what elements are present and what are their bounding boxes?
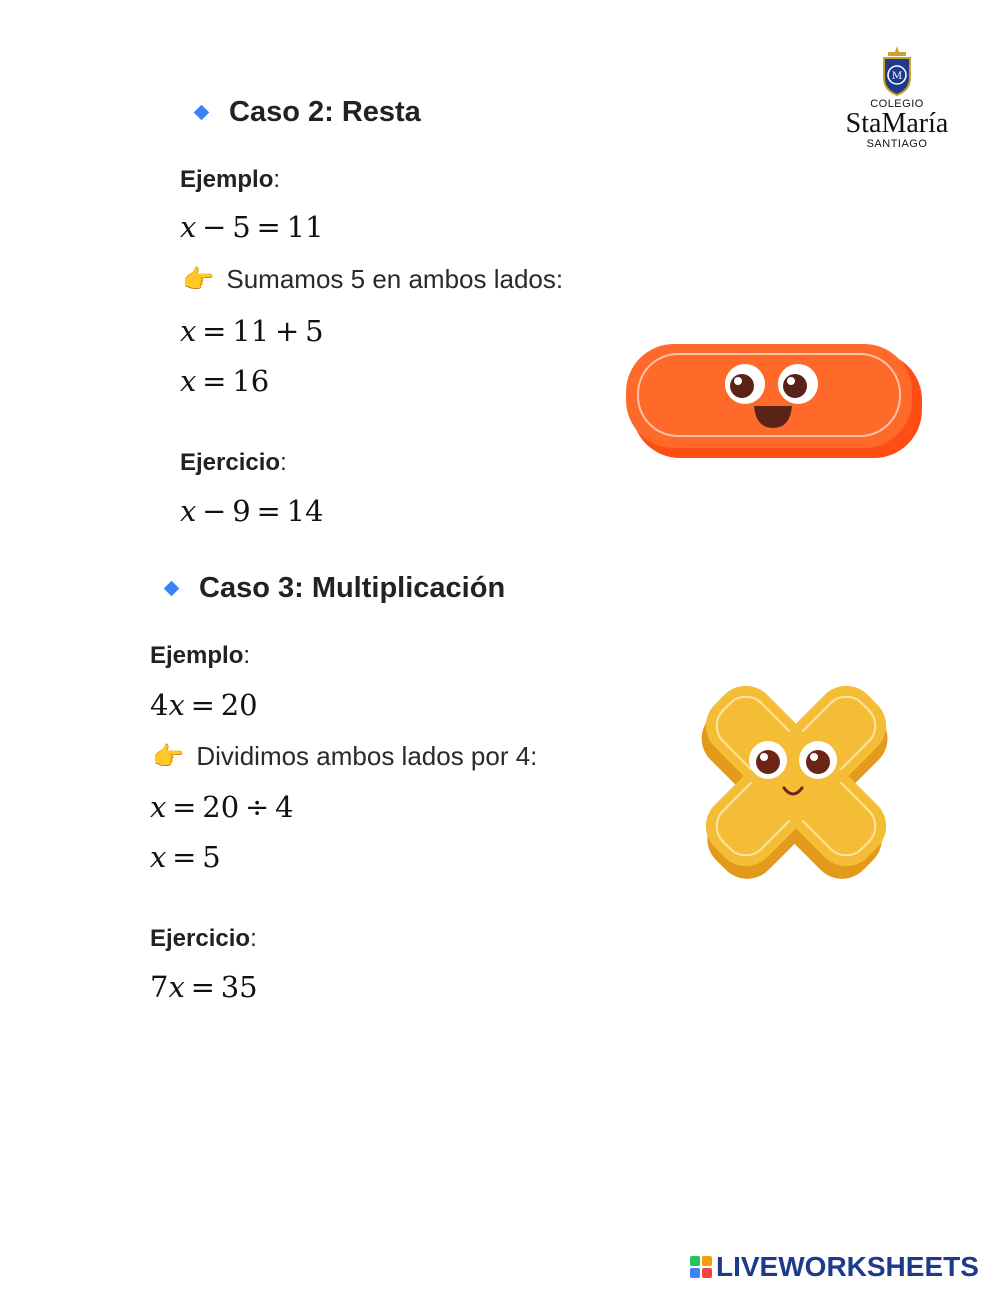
svg-text:M: M	[891, 71, 903, 82]
case2-title: Caso 2: Resta	[229, 96, 421, 128]
case2-heading	[196, 96, 421, 129]
logo-name: StaMaría	[845, 108, 949, 139]
case3-step1: x = 20 ÷ 4	[150, 790, 294, 824]
case2-example-label: Ejemplo:	[180, 166, 281, 193]
case3-example-equation: 4x = 20	[150, 688, 258, 722]
case3-heading	[166, 572, 505, 605]
logo-top-text: COLEGIO	[870, 98, 924, 110]
liveworksheets-logo	[690, 1251, 979, 1283]
case3-exercise-label: Ejercicio:	[150, 925, 257, 952]
bullet-diamond-icon	[194, 105, 210, 121]
school-crest-icon	[880, 44, 914, 98]
case2-step2: x = 16	[180, 364, 270, 398]
times-character-illustration	[672, 652, 930, 900]
case3-step2: x = 5	[150, 840, 221, 874]
pointing-hand-icon: 👉	[182, 264, 215, 294]
case3-hint-text: Dividimos ambos lados por 4:	[196, 741, 538, 771]
case2-exercise-label: Ejercicio:	[180, 449, 287, 476]
pointing-hand-icon: 👉	[152, 741, 185, 771]
case2-hint	[182, 264, 563, 295]
bullet-diamond-icon	[164, 581, 180, 597]
case3-example-label: Ejemplo:	[150, 642, 251, 669]
minus-character-illustration	[620, 338, 926, 462]
liveworksheets-brand: LIVEWORKSHEETS	[716, 1251, 979, 1282]
liveworksheets-grid-icon	[690, 1256, 712, 1278]
case3-hint	[152, 741, 537, 772]
case2-exercise-equation: x − 9 = 14	[180, 494, 324, 528]
school-logo	[822, 44, 972, 150]
logo-bottom-text: SANTIAGO	[866, 138, 928, 150]
case3-exercise-equation: 7x = 35	[150, 970, 258, 1004]
case3-title: Caso 3: Multiplicación	[199, 572, 506, 604]
case2-hint-text: Sumamos 5 en ambos lados:	[226, 264, 564, 294]
case2-example-equation: x − 5 = 11	[180, 210, 324, 244]
case2-step1: x = 11 + 5	[180, 314, 324, 348]
